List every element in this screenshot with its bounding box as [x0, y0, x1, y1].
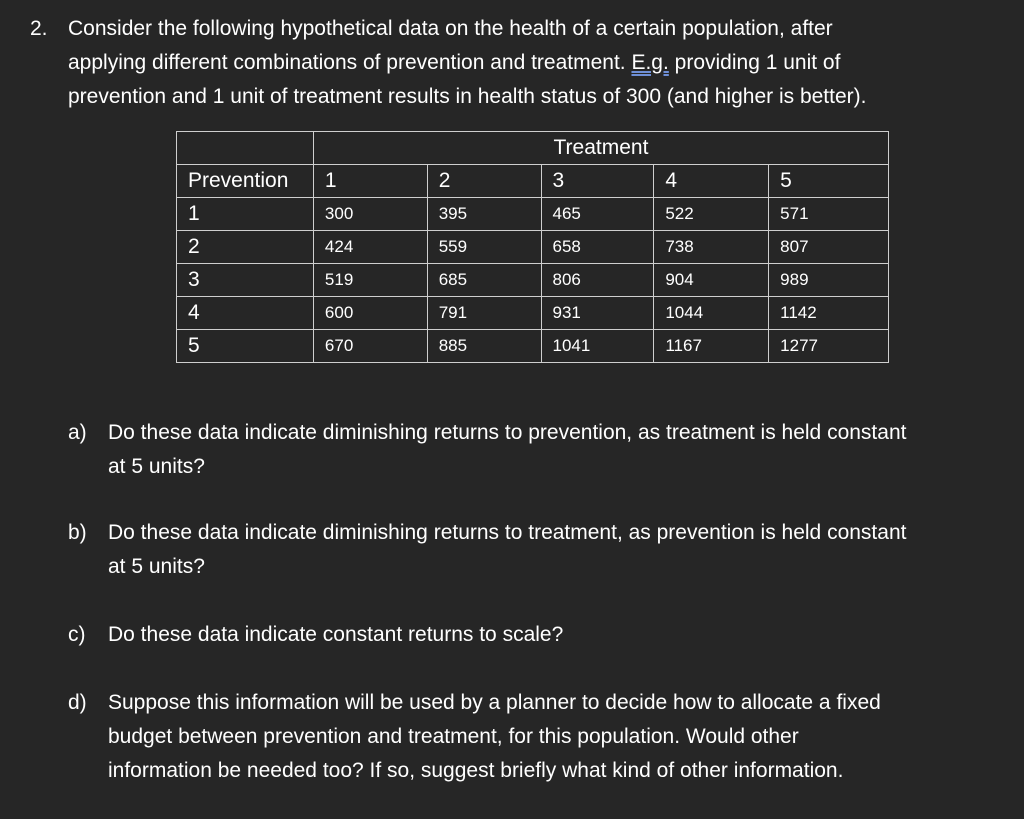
treatment-header-row	[177, 132, 889, 165]
value-cell: 600	[313, 297, 427, 330]
value-cell: 1142	[769, 297, 889, 330]
treatment-level-cell: 3	[541, 165, 654, 198]
prevention-label: Prevention	[177, 165, 314, 198]
treatment-level-cell: 2	[427, 165, 541, 198]
part-text	[108, 416, 1023, 484]
value-cell: 806	[541, 264, 654, 297]
treatment-level-cell: 5	[769, 165, 889, 198]
value-cell: 571	[769, 198, 889, 231]
question-number: 2.	[30, 17, 48, 40]
prevention-level-cell: 4	[177, 297, 314, 330]
value-cell: 465	[541, 198, 654, 231]
part-line: at 5 units?	[108, 555, 205, 578]
prevention-level-cell: 3	[177, 264, 314, 297]
question-text	[68, 12, 1018, 114]
value-cell: 885	[427, 330, 541, 363]
part-line: information be needed too? If so, suggest briefly what kind of other information.	[108, 759, 844, 782]
value-cell: 931	[541, 297, 654, 330]
treatment-label: Treatment	[313, 132, 888, 165]
eg-abbreviation: E.g.	[631, 51, 669, 74]
value-cell: 904	[654, 264, 769, 297]
prevention-level-cell: 2	[177, 231, 314, 264]
value-cell: 519	[313, 264, 427, 297]
question-line-2-suffix: providing 1 unit of	[668, 51, 841, 74]
part-letter: d)	[68, 691, 87, 714]
value-cell: 1277	[769, 330, 889, 363]
part-line: Suppose this information will be used by a planner to decide how to allocate a fixed	[108, 691, 881, 714]
part-letter: b)	[68, 521, 87, 544]
value-cell: 424	[313, 231, 427, 264]
value-cell: 1044	[654, 297, 769, 330]
treatment-level-cell: 1	[313, 165, 427, 198]
value-cell: 738	[654, 231, 769, 264]
part-line: Do these data indicate constant returns to scale?	[108, 623, 564, 646]
part-line: budget between prevention and treatment, for this population. Would other	[108, 725, 799, 748]
value-cell: 685	[427, 264, 541, 297]
value-cell: 1041	[541, 330, 654, 363]
table-row	[177, 231, 889, 264]
value-cell: 807	[769, 231, 889, 264]
value-cell: 300	[313, 198, 427, 231]
prevention-level-cell: 5	[177, 330, 314, 363]
value-cell: 989	[769, 264, 889, 297]
table-row	[177, 297, 889, 330]
health-data-table	[176, 131, 889, 363]
table-row	[177, 330, 889, 363]
question-line-2	[68, 46, 1018, 80]
value-cell: 1167	[654, 330, 769, 363]
part-text	[108, 516, 1023, 584]
part-letter: c)	[68, 623, 86, 646]
part-text	[108, 686, 1023, 788]
value-cell: 395	[427, 198, 541, 231]
part-line: Do these data indicate diminishing returns to prevention, as treatment is held constant	[108, 421, 907, 444]
part-text	[108, 618, 1023, 652]
value-cell: 522	[654, 198, 769, 231]
value-cell: 559	[427, 231, 541, 264]
part-line: at 5 units?	[108, 455, 205, 478]
value-cell: 791	[427, 297, 541, 330]
value-cell: 658	[541, 231, 654, 264]
question-line-2-prefix: applying different combinations of prevention and treatment.	[68, 51, 632, 74]
question-line-3: prevention and 1 unit of treatment results in health status of 300 (and higher is better).	[68, 85, 867, 108]
prevention-level-cell: 1	[177, 198, 314, 231]
treatment-level-cell: 4	[654, 165, 769, 198]
question-line-1: Consider the following hypothetical data on the health of a certain population, after	[68, 17, 833, 40]
table-row	[177, 264, 889, 297]
treatment-levels-row	[177, 165, 889, 198]
table-row	[177, 198, 889, 231]
part-line: Do these data indicate diminishing returns to treatment, as prevention is held constant	[108, 521, 907, 544]
empty-corner-cell	[177, 132, 314, 165]
value-cell: 670	[313, 330, 427, 363]
part-letter: a)	[68, 421, 87, 444]
